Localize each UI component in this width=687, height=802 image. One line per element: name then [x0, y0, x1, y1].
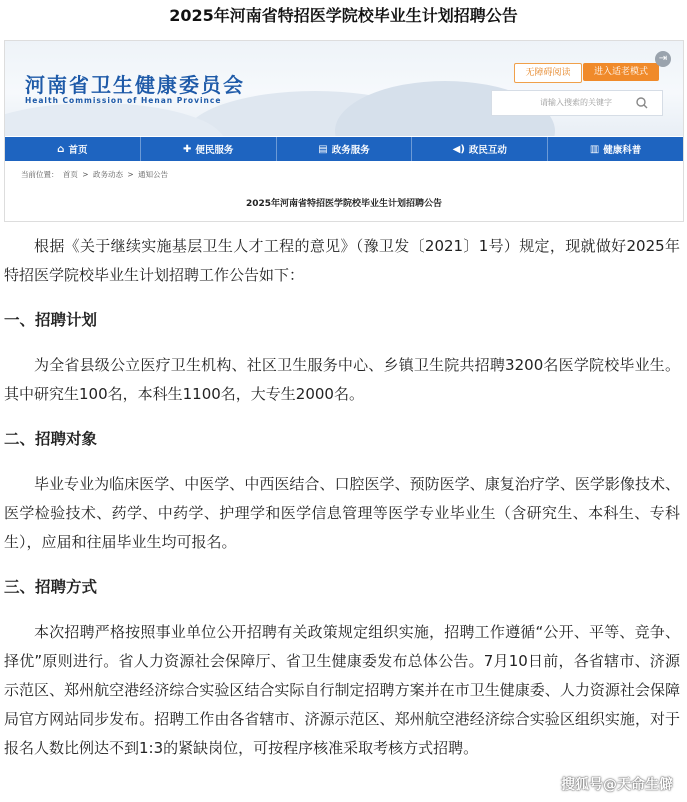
section-heading-method: 三、招聘方式: [4, 578, 98, 596]
website-screenshot: [4, 40, 684, 222]
site-search[interactable]: [491, 90, 663, 116]
article-title: 2025年河南省特招医学院校毕业生计划招聘公告: [169, 6, 518, 25]
article-body: [4, 232, 680, 779]
search-input[interactable]: 请输入搜索的关键字: [540, 98, 612, 107]
breadcrumb: [21, 169, 170, 180]
breadcrumb-sep: >: [82, 170, 89, 179]
plan-paragraph: 为全省县级公立医疗卫生机构、社区卫生服务中心、乡镇卫生院共招聘3200名医学院校毕业生。其中研究生100名，本科生1100名，大专生2000名。: [4, 356, 680, 403]
nav-item-services[interactable]: ✚ 便民服务: [141, 137, 277, 161]
plus-icon: ✚: [182, 143, 192, 155]
target-paragraph: 毕业专业为临床医学、中医学、中西医结合、口腔医学、预防医学、康复治疗学、医学影像技术、医学检验技术、药学、中药学、护理学和医学信息管理等医学专业毕业生（含研究生、本科生、专科生），应届和往届毕业生均可报名。: [4, 475, 680, 551]
notice-title: 2025年河南省特招医学院校毕业生计划招聘公告: [245, 199, 443, 209]
elderly-mode-button[interactable]: 进入适老模式: [583, 63, 659, 81]
exit-icon[interactable]: ⇥: [655, 51, 671, 67]
book-icon: ▥: [589, 143, 600, 155]
method-paragraph: 本次招聘严格按照事业单位公开招聘有关政策规定组织实施，招聘工作遵循“公开、平等、竞争、择优”原则进行。省人力资源社会保障厅、省卫生健康委发布总体公告。7月10日前，各省辖市、济源示范区、郑州航空港经济综合实验区结合实际自行制定招聘方案并在市卫生健康委、人力资源社会保障局官方网站同步发布。招聘工作由各省辖市、济源示范区、郑州航空港经济综合实验区组织实施，对于报名人数比例达不到1:3的紧缺岗位，可按程序核准采取考核方式招聘。: [4, 623, 680, 757]
site-logo-text[interactable]: 河南省卫生健康委员会: [25, 73, 245, 97]
breadcrumb-notices[interactable]: 通知公告: [138, 170, 169, 179]
intro-paragraph: 根据《关于继续实施基层卫生人才工程的意见》（豫卫发〔2021〕1号）规定，现就做好2025年特招医学院校毕业生计划招聘工作公告如下：: [4, 237, 680, 284]
nav-item-interaction[interactable]: ◀) 政民互动: [412, 137, 548, 161]
breadcrumb-home[interactable]: 首页: [62, 170, 78, 179]
accessible-reading-button[interactable]: 无障碍阅读: [514, 63, 582, 83]
site-logo-english: Health Commission of Henan Province: [25, 96, 222, 105]
breadcrumb-label: 当前位置：: [21, 170, 59, 179]
site-banner: [5, 41, 683, 136]
main-nav: [5, 137, 683, 161]
nav-item-government[interactable]: ▤ 政务服务: [277, 137, 413, 161]
section-heading-plan: 一、招聘计划: [4, 311, 98, 329]
document-icon: ▤: [318, 143, 328, 155]
nav-item-health[interactable]: ▥ 健康科普: [589, 143, 642, 156]
watermark: 搜狐号@天命生僻: [561, 777, 673, 793]
search-icon[interactable]: [634, 95, 650, 111]
speaker-icon: ◀): [452, 143, 465, 155]
breadcrumb-news[interactable]: 政务动态: [92, 170, 123, 179]
section-heading-target: 二、招聘对象: [4, 430, 98, 448]
nav-item-home[interactable]: ⌂ 首页: [5, 137, 141, 161]
home-icon: ⌂: [57, 143, 65, 155]
breadcrumb-sep: >: [127, 170, 134, 179]
